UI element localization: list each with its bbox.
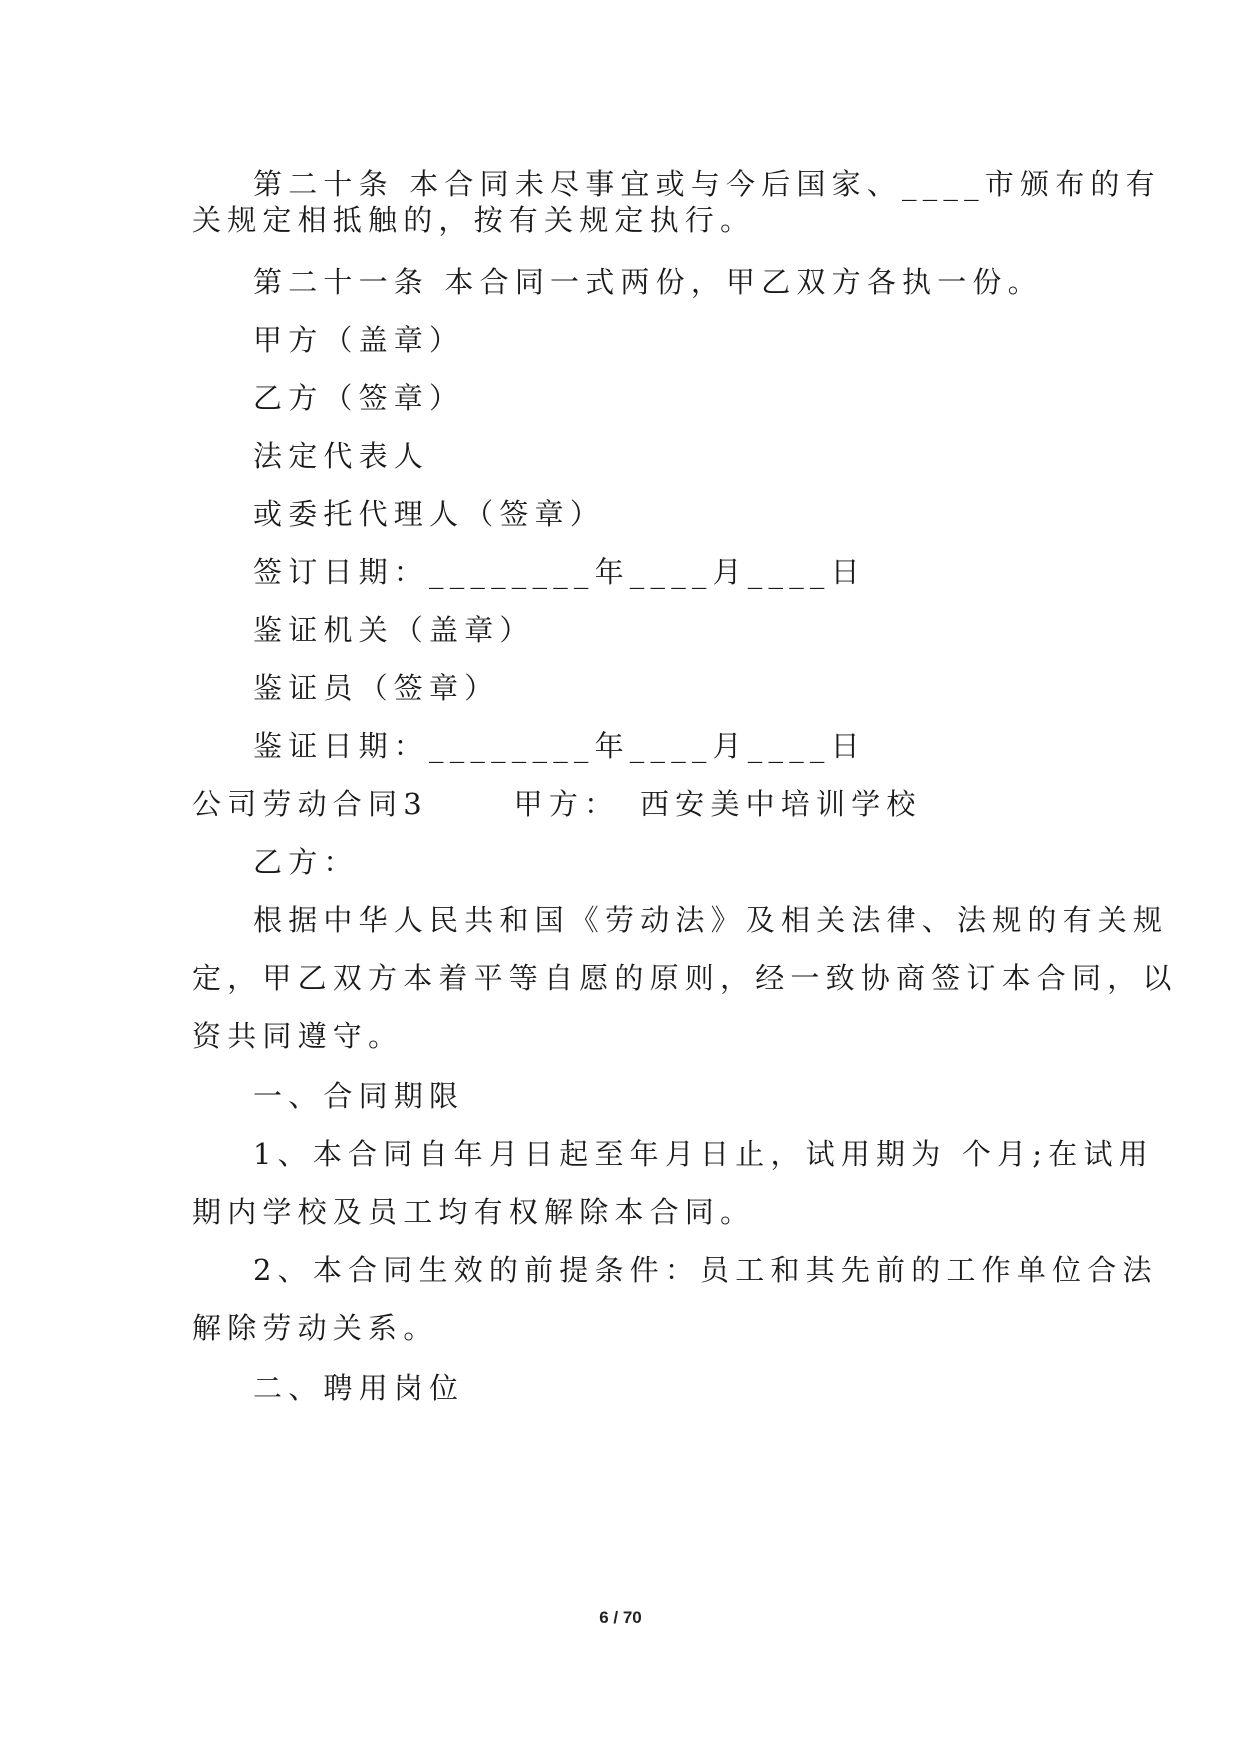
authorized-agent: 或委托代理人（签章） [253,497,606,531]
article-20-line-2: 关规定相抵触的，按有关规定执行。 [192,203,756,237]
signing-date: 签订日期：________年____月____日 [253,555,866,589]
verification-date: 鉴证日期：________年____月____日 [253,729,866,763]
party-b-label: 乙方： [253,845,359,879]
section-1-heading: 一、合同期限 [253,1079,465,1113]
section-2-heading: 二、聘用岗位 [253,1371,465,1405]
clause-1-line-1: 1、本合同自年月日起至年月日止，试用期为 个月;在试用 [253,1137,1154,1171]
article-20-line-1: 第二十条 本合同未尽事宜或与今后国家、____市颁布的有 [253,167,1161,201]
verifier-signature: 鉴证员（签章） [253,671,500,705]
clause-1-line-2: 期内学校及员工均有权解除本合同。 [192,1195,756,1229]
clause-2-line-2: 解除劳动关系。 [192,1311,439,1345]
article-21: 第二十一条 本合同一式两份，甲乙双方各执一份。 [253,265,1043,299]
party-b-signature: 乙方（签章） [253,381,465,415]
preamble-line-3: 资共同遵守。 [192,1019,404,1053]
preamble-line-2: 定，甲乙双方本着平等自愿的原则，经一致协商签订本合同，以 [192,961,1178,995]
verification-authority: 鉴证机关（盖章） [253,613,535,647]
party-a-seal: 甲方（盖章） [253,323,465,357]
page-number: 6 / 70 [599,1608,642,1627]
contract-3-heading: 公司劳动合同3 甲方： 西安美中培训学校 [192,787,922,821]
preamble-line-1: 根据中华人民共和国《劳动法》及相关法律、法规的有关规 [253,903,1169,937]
legal-representative: 法定代表人 [253,439,430,473]
clause-2-line-1: 2、本合同生效的前提条件：员工和其先前的工作单位合法 [253,1253,1158,1287]
